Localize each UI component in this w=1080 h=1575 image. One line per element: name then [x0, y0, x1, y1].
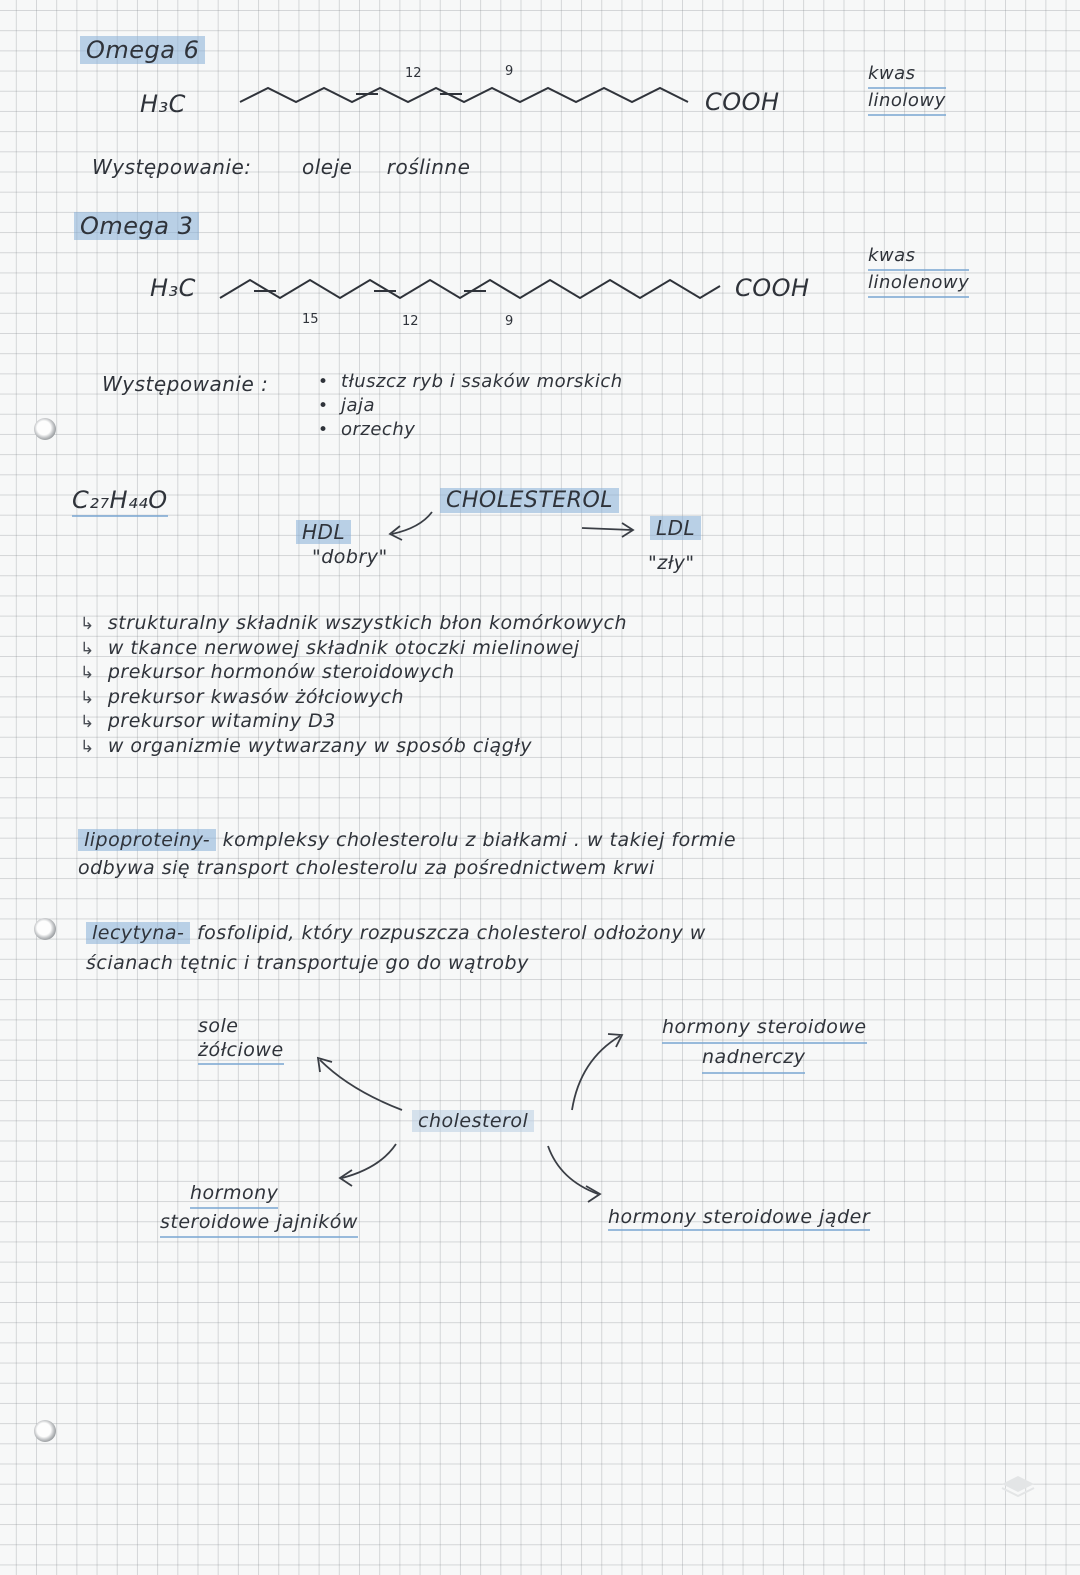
omega3-pos-c: 9 — [505, 314, 514, 329]
omega3-acid-name: kwas linolenowy — [868, 244, 969, 298]
hdl-description: "dobry" — [312, 546, 388, 568]
list-item: • tłuszcz ryb i ssaków morskich — [318, 371, 623, 392]
list-item: • orzechy — [318, 419, 416, 440]
omega6-left-group: H₃C — [140, 90, 186, 118]
list-item: ↳ prekursor witaminy D3 — [80, 710, 336, 733]
arrowhead — [340, 1170, 352, 1186]
arrow-bullet-icon: ↳ — [80, 614, 95, 634]
list-item: • jaja — [318, 395, 376, 416]
omega3-right-group: COOH — [735, 274, 810, 302]
omega3-pos-b: 12 — [402, 314, 419, 329]
omega6-acid-name: kwas linolowy — [868, 62, 946, 116]
arrow-bullet-icon: ↳ — [80, 663, 95, 684]
omega3-occurrence-label: Występowanie : — [102, 372, 269, 396]
arrow-bullet-icon: ↳ — [80, 638, 95, 659]
list-item: ↳ w organizmie wytwarzany w sposób ciągły — [80, 734, 532, 757]
arrow-to-adrenal — [572, 1036, 620, 1110]
omega6-occurrence-label: Występowanie: — [92, 155, 252, 179]
list-item: ↳ prekursor kwasów żółciowych — [80, 685, 405, 708]
lecithin-term: lecytyna- — [86, 922, 190, 944]
list-item: ↳ prekursor hormonów steroidowych — [80, 661, 455, 684]
cholesterol-formula: C₂₇H₄₄O — [72, 486, 168, 514]
arrow-to-testicular — [548, 1146, 598, 1194]
flow-bottom-right: hormony steroidowe jąder — [608, 1206, 870, 1228]
omega6-right-group: COOH — [705, 88, 780, 116]
list-item: ↳ strukturalny składnik wszystkich błon komórkowych — [80, 612, 628, 634]
omega6-pos-a: 12 — [405, 66, 422, 81]
omega3-title: Omega 3 — [74, 212, 199, 240]
omega3-left-group: H₃C — [150, 274, 196, 302]
cholesterol-title: CHOLESTEROL — [440, 488, 619, 513]
flow-top-right: hormony steroidowe nadnerczy — [662, 1014, 867, 1074]
flow-bottom-left: hormony steroidowe jajników — [160, 1180, 358, 1238]
omega3-pos-a: 15 — [302, 312, 319, 327]
hdl-label: HDL — [296, 520, 351, 544]
omega6-title: Omega 6 — [80, 36, 205, 64]
omega6-occurrence-text: oleje roślinne — [302, 155, 471, 179]
arrow-bullet-icon: ↳ — [80, 687, 95, 708]
lipoproteins-term: lipoproteiny- — [78, 829, 216, 851]
lipoproteins-definition: lipoproteiny- kompleksy cholesterolu z białkami . w takiej formie odbywa się transport cholesterolu za pośrednictwem krwi — [78, 829, 737, 879]
flow-top-left: sole żółciowe — [198, 1014, 284, 1065]
arrow-to-ovarian — [342, 1144, 396, 1178]
corner-logo-icon — [998, 1470, 1038, 1500]
arrow-bullet-icon: ↳ — [80, 736, 95, 757]
list-item: ↳ w tkance nerwowej składnik otoczki mielinowej — [80, 636, 580, 659]
lecithin-definition: lecytyna- fosfolipid, który rozpuszcza cholesterol odłożony w ścianach tętnic i transportuje go do wątroby — [86, 922, 706, 974]
arrow-bullet-icon: ↳ — [80, 712, 95, 733]
arrow-to-bile-salts — [320, 1060, 402, 1110]
omega6-pos-b: 9 — [505, 64, 514, 79]
flow-center: cholesterol — [412, 1110, 534, 1132]
ldl-description: "zły" — [648, 552, 695, 574]
ldl-label: LDL — [650, 516, 701, 540]
